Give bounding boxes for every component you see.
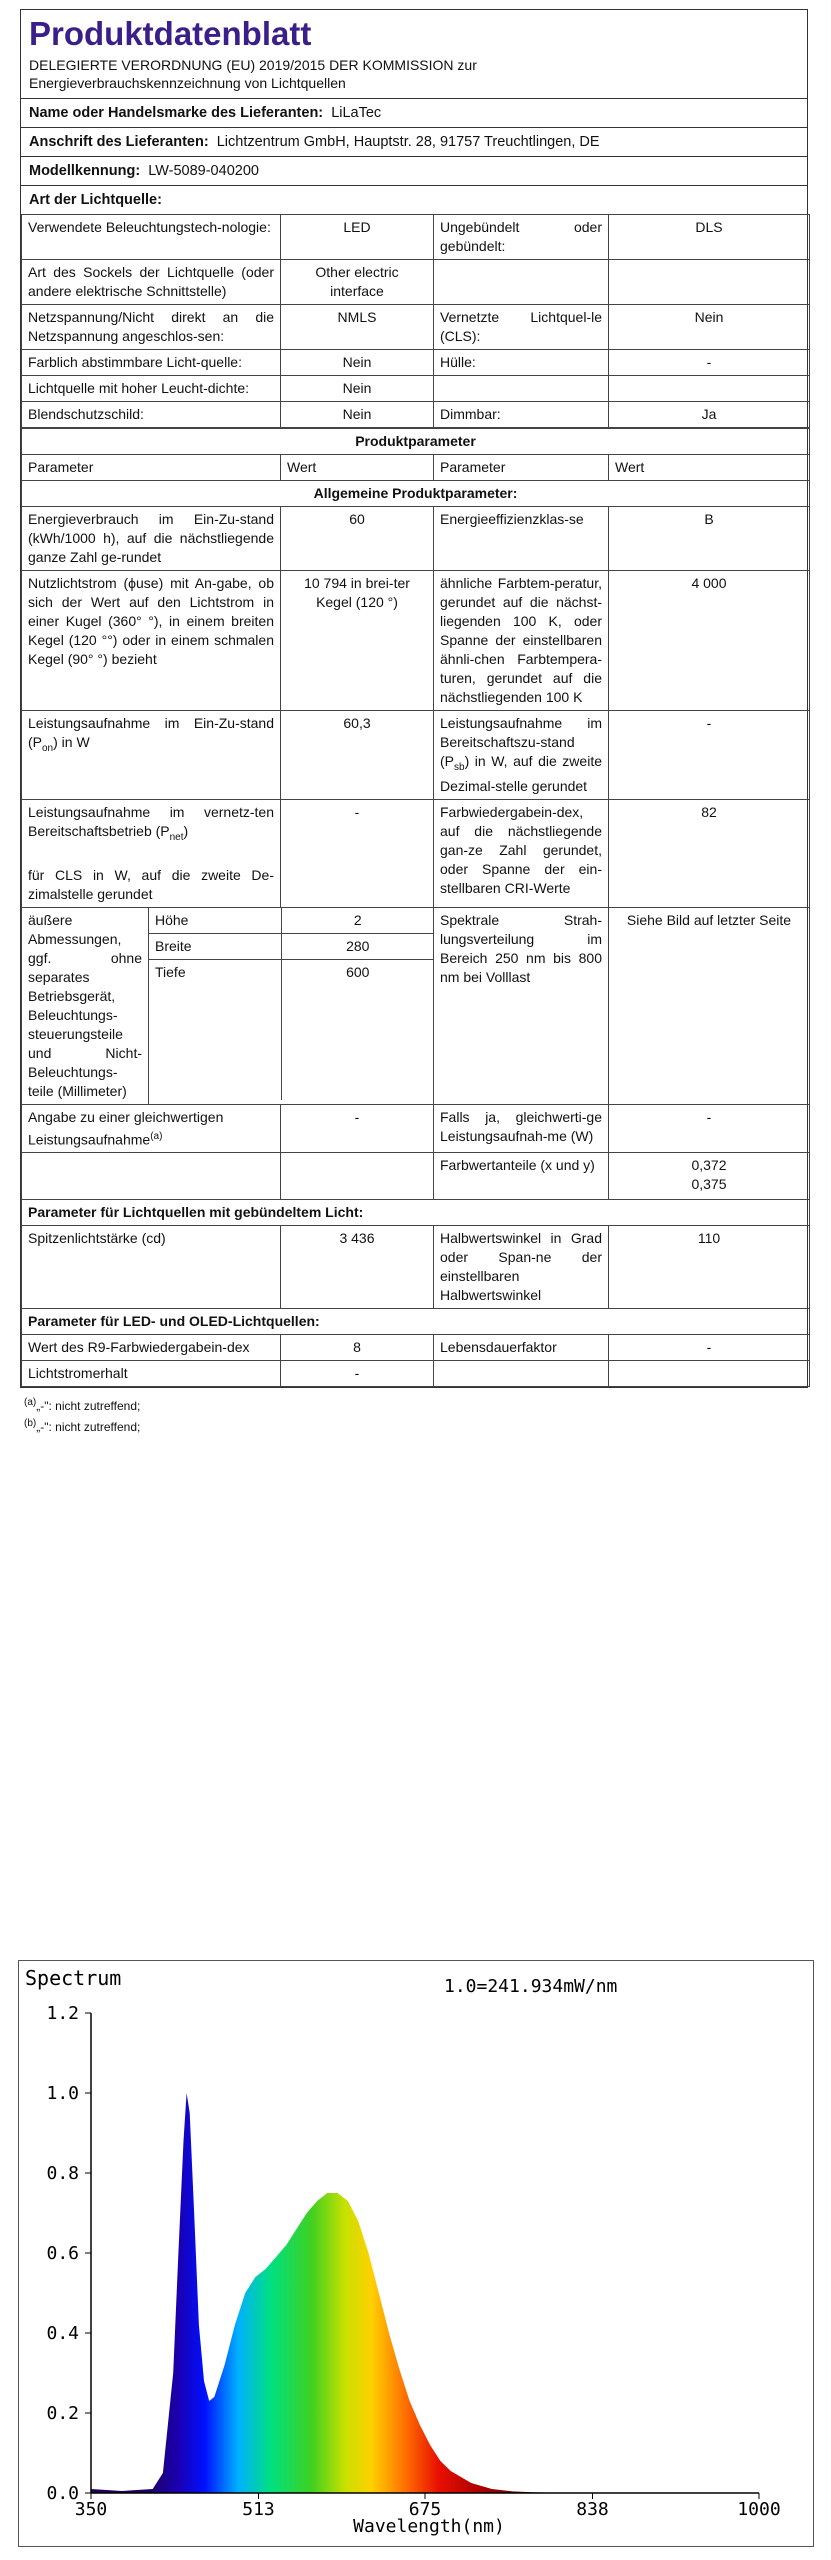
lightsource-type-header-text: Art der Lichtquelle:	[29, 192, 162, 208]
footnote-ref: (a)	[150, 1130, 163, 1142]
table-row	[149, 959, 434, 1100]
page-title: Produktdatenblatt	[29, 15, 312, 52]
type-label: Art des Sockels der Lichtquelle (oder andere elektrische Schnittstelle)	[22, 260, 281, 305]
param-label	[22, 711, 281, 800]
param-value: -	[281, 799, 434, 907]
table-row	[22, 305, 810, 350]
type-value: Nein	[281, 376, 434, 402]
regulation-line-2: Energieverbrauchskennzeichnung von Lichtquellen	[29, 75, 346, 91]
param-value: -	[609, 1104, 810, 1153]
supplier-label: Name oder Handelsmarke des Lieferanten:	[29, 105, 324, 121]
param-value: -	[281, 1361, 434, 1387]
column-header: Parameter	[434, 455, 609, 481]
type-label: Dimmbar:	[434, 402, 609, 428]
param-value: 8	[281, 1335, 434, 1361]
table-row	[22, 711, 810, 800]
param-value: Siehe Bild auf letzter Seite	[609, 907, 810, 1104]
param-label	[434, 711, 609, 800]
empty-cell	[281, 1153, 434, 1200]
y-tick-label: 1.0	[46, 2083, 79, 2104]
table-row	[22, 1226, 810, 1309]
param-value: 60	[281, 507, 434, 571]
param-label-sub: net	[169, 831, 184, 843]
table-row	[22, 1153, 810, 1200]
x-tick-label: 513	[242, 2499, 275, 2520]
dim-label: Breite	[149, 933, 281, 959]
table-row	[22, 1200, 810, 1226]
type-label: Farblich abstimmbare Licht-quelle:	[22, 350, 281, 376]
type-label: Hülle:	[434, 350, 609, 376]
param-label-text: ) in W	[53, 734, 90, 750]
param-label: ähnliche Farbtem-peratur, gerundet auf die nächst-liegenden 100 K, oder Spanne der einstellbaren ähnli-chen Farbtempera-turen, gerundet auf die nächstliegenden 100 K	[434, 571, 609, 711]
regulation-text	[21, 54, 807, 98]
param-label: Spektrale Strah-lungsverteilung im Bereich 250 nm bis 800 nm bei Volllast	[434, 907, 609, 1104]
param-label: Lichtstromerhalt	[22, 1361, 281, 1387]
column-header: Wert	[281, 455, 434, 481]
type-value: NMLS	[281, 305, 434, 350]
param-label-text: Angabe zu einer gleichwertigen Leistungsaufnahme	[28, 1108, 224, 1148]
type-label: Blendschutzschild:	[22, 402, 281, 428]
y-tick-label: 0.4	[46, 2323, 79, 2344]
spectrum-area	[91, 2093, 759, 2493]
type-value	[609, 260, 810, 305]
supplier-row	[21, 98, 807, 127]
param-label: Energieverbrauch im Ein-Zu-stand (kWh/1000 h), auf die nächstliegende ganze Zahl ge-rundet	[22, 507, 281, 571]
dim-value: 280	[281, 933, 434, 959]
param-label: äußere Abmessungen, ggf. ohne separates Betriebsgerät, Beleuchtungs-steuerungsteile und Nicht-Beleuchtungs-teile (Millimeter)	[22, 907, 149, 1104]
param-value: B	[609, 507, 810, 571]
type-value: Nein	[609, 305, 810, 350]
x-axis-label: Wavelength(nm)	[353, 2516, 505, 2537]
param-label: Farbwertanteile (x und y)	[434, 1153, 609, 1200]
table-row	[22, 571, 810, 711]
model-row	[21, 156, 807, 185]
y-tick-label: 0.6	[46, 2243, 79, 2264]
param-label	[22, 1104, 281, 1153]
chart-subtitle: 1.0=241.934mW/nm	[444, 1976, 618, 1997]
type-label: Lichtquelle mit hoher Leucht-dichte:	[22, 376, 281, 402]
dim-label: Höhe	[149, 908, 281, 934]
param-label: Wert des R9-Farbwiedergabein-dex	[22, 1335, 281, 1361]
param-label-text: Leistungsaufnahme im vernetz-ten Bereitschaftsbetrieb (P	[28, 803, 274, 839]
type-value: Other electric interface	[281, 260, 434, 305]
type-value: LED	[281, 215, 434, 260]
empty-cell	[434, 1361, 609, 1387]
table-row	[22, 376, 810, 402]
footnote-mark: (b)	[24, 1418, 37, 1430]
type-value: Nein	[281, 402, 434, 428]
table-row	[22, 215, 810, 260]
param-value: 3 436	[281, 1226, 434, 1309]
type-label: Vernetzte Lichtquel-le (CLS):	[434, 305, 609, 350]
type-label: Verwendete Beleuchtungstech-nologie:	[22, 215, 281, 260]
section-title: Parameter für Lichtquellen mit gebündeltem Licht:	[22, 1200, 810, 1226]
table-row	[22, 507, 810, 571]
param-value: -	[281, 1104, 434, 1153]
type-value: -	[609, 350, 810, 376]
dim-value: 2	[281, 908, 434, 934]
supplier-value: LiLaTec	[331, 105, 382, 121]
table-row	[22, 350, 810, 376]
model-value: LW-5089-040200	[148, 163, 259, 179]
chart-title: Spectrum	[25, 1966, 122, 1990]
param-label: Energieeffizienzklas-se	[434, 507, 609, 571]
type-table	[21, 214, 810, 428]
table-row	[22, 1104, 810, 1153]
table-row	[22, 1309, 810, 1335]
section-title: Allgemeine Produktparameter:	[22, 481, 810, 507]
chroma-y: 0,375	[691, 1176, 727, 1193]
type-label	[434, 260, 609, 305]
x-tick-label: 838	[576, 2499, 609, 2520]
param-label-sub: sb	[454, 761, 465, 773]
address-label: Anschrift des Lieferanten:	[29, 134, 209, 150]
param-value	[609, 1153, 810, 1200]
plot-area	[46, 2003, 780, 2520]
section-title: Produktparameter	[22, 429, 810, 455]
y-tick-label: 0.8	[46, 2163, 79, 2184]
param-value: 82	[609, 799, 810, 907]
type-value	[609, 376, 810, 402]
address-row	[21, 127, 807, 156]
dim-value: 600	[281, 959, 434, 1100]
param-label: Spitzenlichtstärke (cd)	[22, 1226, 281, 1309]
type-value: Ja	[609, 402, 810, 428]
type-label: Netzspannung/Nicht direkt an die Netzspannung angeschlos-sen:	[22, 305, 281, 350]
dimensions-table-body	[149, 908, 434, 1100]
param-label: Lebensdauerfaktor	[434, 1335, 609, 1361]
param-label: Halbwertswinkel in Grad oder Span-ne der einstellbaren Halbwertswinkel	[434, 1226, 609, 1309]
param-value: 10 794 in brei-ter Kegel (120 °)	[281, 571, 434, 711]
x-tick-label: 350	[74, 2499, 108, 2520]
param-label-text: ) in W, auf die zweite Dezimal-stelle gerundet	[440, 753, 602, 794]
param-value: -	[609, 711, 810, 800]
table-row	[22, 1335, 810, 1361]
column-header: Wert	[609, 455, 810, 481]
y-tick-label: 0.2	[46, 2403, 79, 2424]
parameter-table-body	[22, 429, 810, 1387]
table-row	[22, 1361, 810, 1387]
type-value: DLS	[609, 215, 810, 260]
table-row	[149, 908, 434, 934]
param-label-text: )	[183, 822, 189, 839]
param-value: 60,3	[281, 711, 434, 800]
regulation-line-1: DELEGIERTE VERORDNUNG (EU) 2019/2015 DER KOMMISSION zur	[29, 57, 477, 73]
y-tick-label: 1.2	[46, 2003, 79, 2024]
footnote-b	[24, 1415, 804, 1436]
footnote-text: „-": nicht zutreffend;	[36, 1399, 141, 1414]
parameter-table	[21, 428, 810, 1387]
dimensions-cell	[149, 907, 434, 1104]
param-value: 4 000	[609, 571, 810, 711]
table-row	[22, 429, 810, 455]
param-label-text: Leistungsaufnahme im Ein-Zu-stand (P	[28, 715, 274, 750]
table-row	[149, 933, 434, 959]
footnotes	[20, 1388, 808, 1436]
model-label: Modellkennung:	[29, 163, 141, 179]
datasheet	[20, 9, 808, 1436]
table-row	[22, 799, 810, 907]
type-value: Nein	[281, 350, 434, 376]
section-title: Parameter für LED- und OLED-Lichtquellen:	[22, 1309, 810, 1335]
param-label-line	[28, 803, 274, 847]
param-label: Falls ja, gleichwerti-ge Leistungsaufnah-me (W)	[434, 1104, 609, 1153]
footnote-a	[24, 1394, 804, 1415]
param-label	[22, 799, 281, 907]
dimensions-table	[149, 908, 434, 1100]
param-value: -	[609, 1335, 810, 1361]
address-value: Lichtzentrum GmbH, Hauptstr. 28, 91757 Treuchtlingen, DE	[216, 134, 600, 150]
param-label-line: für CLS in W, auf die zweite De-zimalstelle gerundet	[28, 866, 274, 902]
footnote-mark: (a)	[24, 1397, 37, 1409]
param-label: Farbwiedergabein-dex, auf die nächstliegende gan-ze Zahl gerundet, oder Spanne der ein-stellbaren CRI-Werte	[434, 799, 609, 907]
spectrum-chart	[18, 1960, 814, 2547]
x-tick-label: 675	[408, 2499, 442, 2520]
lightsource-type-header	[21, 185, 807, 214]
param-label-sub: on	[42, 742, 54, 754]
type-label: Ungebündelt oder gebündelt:	[434, 215, 609, 260]
footnote-text: „-": nicht zutreffend;	[36, 1420, 141, 1435]
type-label	[434, 376, 609, 402]
chroma-x: 0,372	[691, 1157, 727, 1174]
table-row	[22, 260, 810, 305]
table-row	[22, 455, 810, 481]
y-tick-label: 0.0	[46, 2483, 79, 2504]
dim-label: Tiefe	[149, 959, 281, 1100]
param-label: Nutzlichtstrom (ϕuse) mit An-gabe, ob sich der Wert auf den Lichtstrom in einer Kugel (360° °), in einem breiten Kegel (120 °°) oder in einem schmalen Kegel (90° °) bezieht	[22, 571, 281, 711]
table-row	[22, 907, 810, 1104]
type-table-body	[22, 215, 810, 428]
param-label-text: Leistungsaufnahme im Bereitschaftszu-stand (P	[440, 715, 602, 769]
datasheet-frame	[20, 9, 808, 1388]
column-header: Parameter	[22, 455, 281, 481]
empty-cell	[609, 1361, 810, 1387]
table-row	[22, 481, 810, 507]
x-tick-label: 1000	[737, 2499, 781, 2520]
table-row	[22, 402, 810, 428]
empty-cell	[22, 1153, 281, 1200]
param-value: 110	[609, 1226, 810, 1309]
